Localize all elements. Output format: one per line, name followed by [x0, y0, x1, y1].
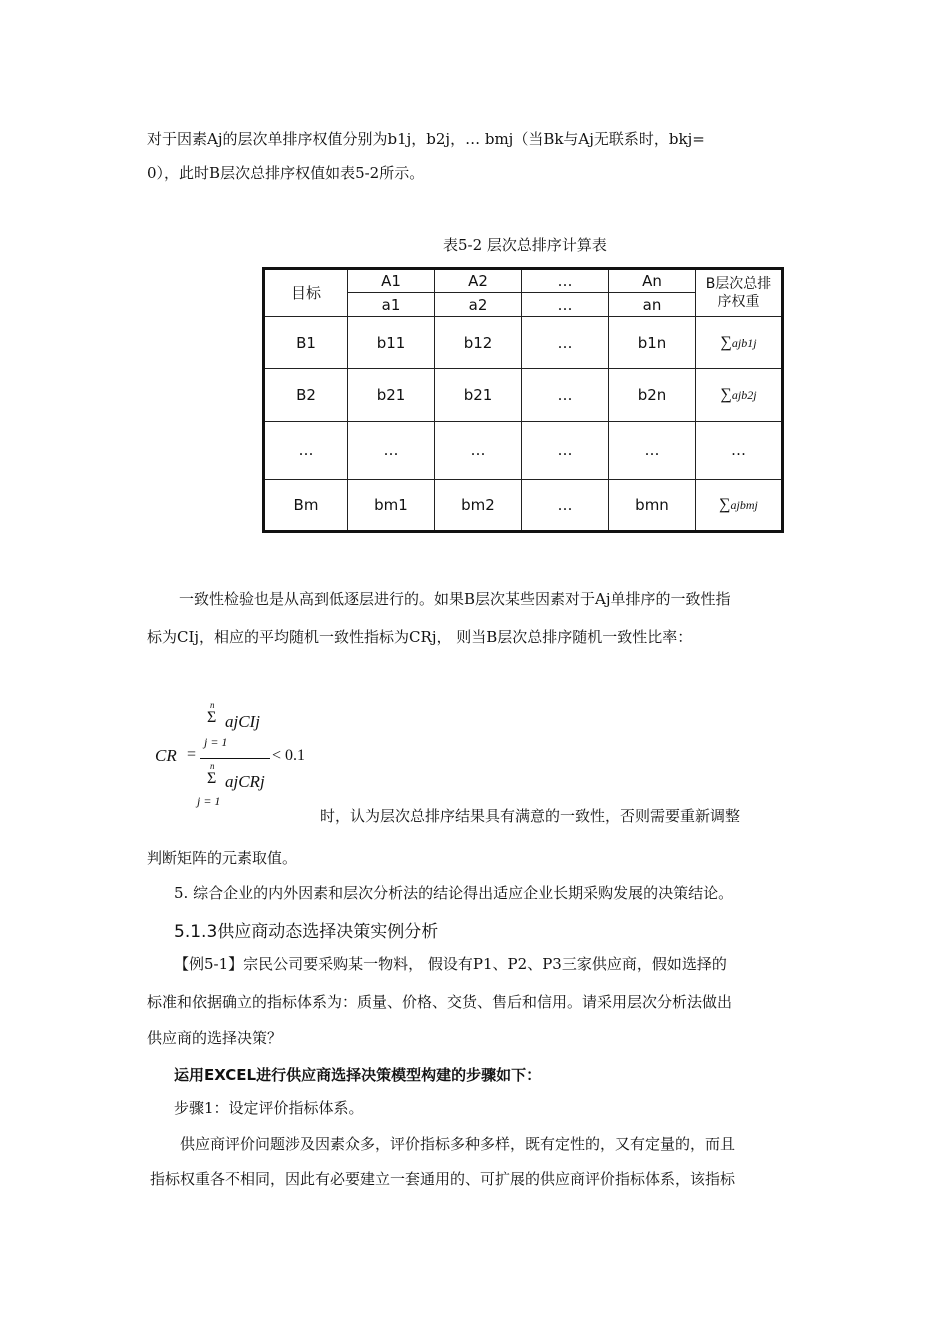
cell: b12 — [435, 317, 522, 369]
numerator: ajCIj — [225, 712, 260, 731]
sigma-icon: ∑ — [720, 385, 732, 403]
sigma-icon: ∑ — [719, 495, 731, 513]
item5: 5. 综合企业的内外因素和层次分析法的结论得出适应企业长期采购发展的决策结论。 — [174, 884, 734, 902]
table-row — [264, 317, 783, 369]
example-line1: 【例5-1】宗民公司要采购某一物料， 假设有P1、P2、P3三家供应商，假如选择的 — [174, 955, 727, 973]
row-label: B1 — [264, 317, 348, 369]
equals-sign: = — [187, 746, 197, 763]
example-line3: 供应商的选择决策？ — [147, 1029, 283, 1047]
threshold: < 0.1 — [272, 747, 306, 764]
table-row — [264, 369, 783, 421]
cr-formula — [155, 700, 355, 810]
cell: bm2 — [435, 479, 522, 531]
cell: … — [435, 421, 522, 479]
cell: b21 — [435, 369, 522, 421]
header-ellipsis: … — [522, 269, 609, 293]
para2-line2: 标为CIj，相应的平均随机一致性指标为CRj， 则当B层次总排序随机一致性比率： — [147, 628, 693, 646]
step1: 步骤1：设定评价指标体系。 — [174, 1099, 364, 1117]
sum-cell: ∑ajb2j — [696, 369, 783, 421]
header-a2: A2 — [435, 269, 522, 293]
sub-a1: a1 — [348, 293, 435, 317]
excel-steps-heading: 运用EXCEL进行供应商选择决策模型构建的步骤如下： — [174, 1066, 542, 1084]
header-a1: A1 — [348, 269, 435, 293]
sum-cell: ∑ajb1j — [696, 317, 783, 369]
section-heading: 5.1.3供应商动态选择决策实例分析 — [174, 922, 439, 942]
header-total-weight: B层次总排序权重 — [696, 269, 783, 317]
table-row — [264, 479, 783, 531]
para3-line2: 判断矩阵的元素取值。 — [147, 849, 298, 867]
para1-line1: 对于因素Aj的层次单排序权值分别为b1j，b2j，… bmj（当Bk与Aj无联系时，bkj= — [147, 130, 705, 148]
sub-ellipsis: … — [522, 293, 609, 317]
cell: … — [522, 479, 609, 531]
cell: bmn — [609, 479, 696, 531]
sum-upper-limit: n — [210, 761, 215, 771]
table-caption: 表5-2 层次总排序计算表 — [443, 236, 607, 254]
row-label: B2 — [264, 369, 348, 421]
fraction-bar — [200, 758, 270, 759]
example-line2: 标准和依据确立的指标体系为：质量、价格、交货、售后和信用。请采用层次分析法做出 — [147, 993, 733, 1011]
sigma-icon: ∑ — [720, 333, 732, 351]
cell: b21 — [348, 369, 435, 421]
sum-lower-limit: j = 1 — [204, 735, 228, 749]
sum-cell: … — [696, 421, 783, 479]
sum-lower-limit: j = 1 — [197, 794, 221, 808]
cell: b2n — [609, 369, 696, 421]
para3-line1: 时，认为层次总排序结果具有满意的一致性，否则需要重新调整 — [320, 807, 741, 825]
para1-line2: 0），此时B层次总排序权值如表5-2所示。 — [147, 164, 425, 182]
sub-a2: a2 — [435, 293, 522, 317]
cell: … — [609, 421, 696, 479]
para4-line1: 供应商评价问题涉及因素众多，评价指标多种多样，既有定性的，又有定量的，而且 — [180, 1135, 736, 1153]
row-label: Bm — [264, 479, 348, 531]
sub-an: an — [609, 293, 696, 317]
denominator: ajCRj — [225, 772, 265, 791]
para2-line1: 一致性检验也是从高到低逐层进行的。如果B层次某些因素对于Aj单排序的一致性指 — [179, 590, 731, 608]
table-row — [264, 421, 783, 479]
row-label: … — [264, 421, 348, 479]
ranking-table — [262, 267, 784, 533]
cell: … — [522, 421, 609, 479]
para4-line2: 指标权重各不相同，因此有必要建立一套通用的、可扩展的供应商评价指标体系，该指标 — [150, 1170, 736, 1188]
header-an: An — [609, 269, 696, 293]
cell: bm1 — [348, 479, 435, 531]
header-target: 目标 — [264, 269, 348, 317]
sum-cell: ∑ajbmj — [696, 479, 783, 531]
cr-label: CR — [155, 746, 177, 765]
sum-upper-limit: n — [210, 700, 215, 710]
cell: … — [522, 369, 609, 421]
cell: b11 — [348, 317, 435, 369]
cell: b1n — [609, 317, 696, 369]
cell: … — [348, 421, 435, 479]
cell: … — [522, 317, 609, 369]
sigma-icon: Σ — [207, 709, 217, 726]
sigma-icon: Σ — [207, 770, 217, 787]
